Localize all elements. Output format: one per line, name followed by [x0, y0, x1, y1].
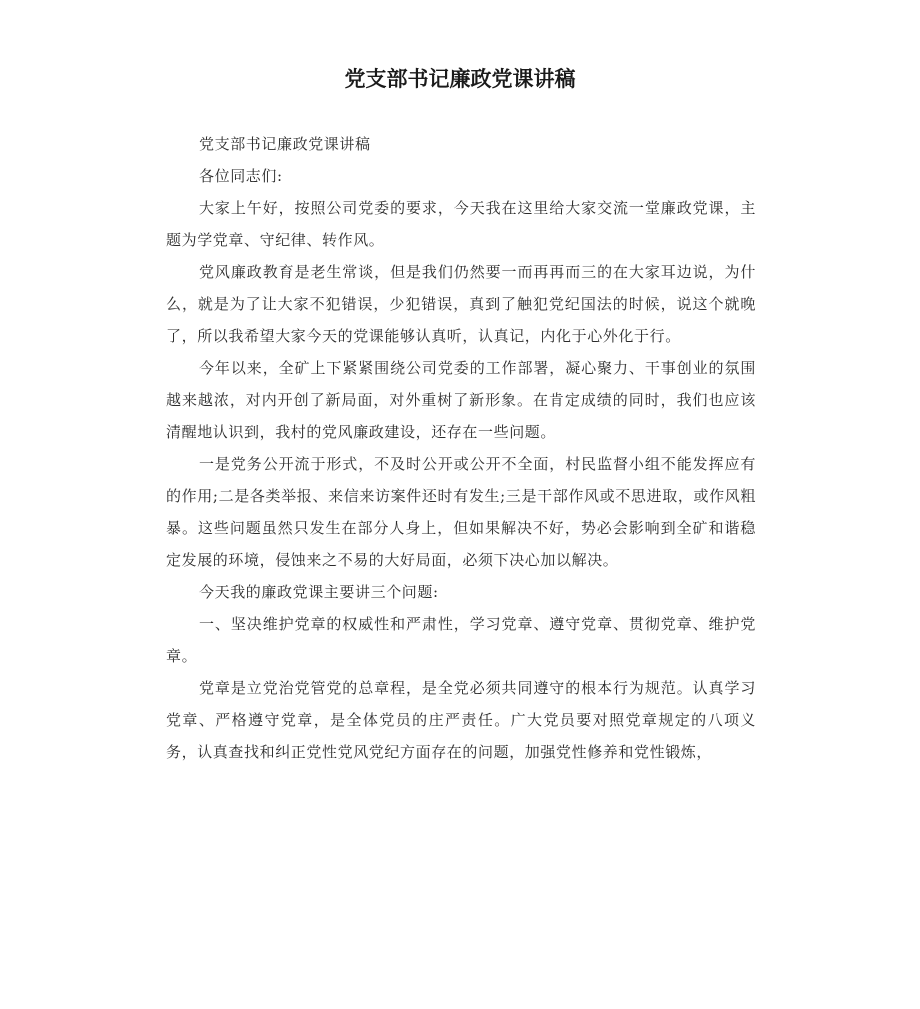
- paragraph-party-constitution: 党章是立党治党管党的总章程，是全党必须共同遵守的根本行为规范。认真学习党章、严格遵守党章，是全体党员的庄严责任。广大党员要对照党章规定的八项义务，认真查找和纠正党性党风党纪方面存在的问题，加强党性修养和党性锻炼，: [166, 679, 756, 761]
- paragraph-subtitle: 党支部书记廉政党课讲稿: [199, 135, 371, 153]
- paragraph-problems: 一是党务公开流于形式，不及时公开或公开不全面，村民监督小组不能发挥应有的作用;二是各类举报、来信来访案件还时有发生;三是干部作风或不思进取，或作风粗暴。这些问题虽然只发生在部分人身上，但如果解决不好，势必会影响到全矿和谐稳定发展的环境，侵蚀来之不易的大好局面，必须下决心加以解决。: [166, 455, 756, 569]
- paragraph-achievements: 今年以来，全矿上下紧紧围绕公司党委的工作部署，凝心聚力、干事创业的氛围越来越浓，对内开创了新局面，对外重树了新形象。在肯定成绩的同时，我们也应该清醒地认识到，我村的党风廉政建设，还存在一些问题。: [166, 359, 756, 441]
- paragraph-section-one-heading: 一、坚决维护党章的权威性和严肃性，学习党章、遵守党章、贯彻党章、维护党章。: [166, 615, 756, 665]
- paragraph-opening: 大家上午好，按照公司党委的要求，今天我在这里给大家交流一堂廉政党课，主题为学党章、守纪律、转作风。: [166, 199, 756, 249]
- paragraph-outline: 今天我的廉政党课主要讲三个问题:: [199, 583, 439, 601]
- document-title: 党支部书记廉政党课讲稿: [344, 67, 576, 91]
- paragraph-greeting: 各位同志们:: [199, 167, 283, 185]
- paragraph-education: 党风廉政教育是老生常谈，但是我们仍然要一而再再而三的在大家耳边说，为什么，就是为了让大家不犯错误，少犯错误，真到了触犯党纪国法的时候，说这个就晚了，所以我希望大家今天的党课能够认真听，认真记，内化于心外化于行。: [166, 263, 756, 345]
- document-body: [166, 128, 756, 768]
